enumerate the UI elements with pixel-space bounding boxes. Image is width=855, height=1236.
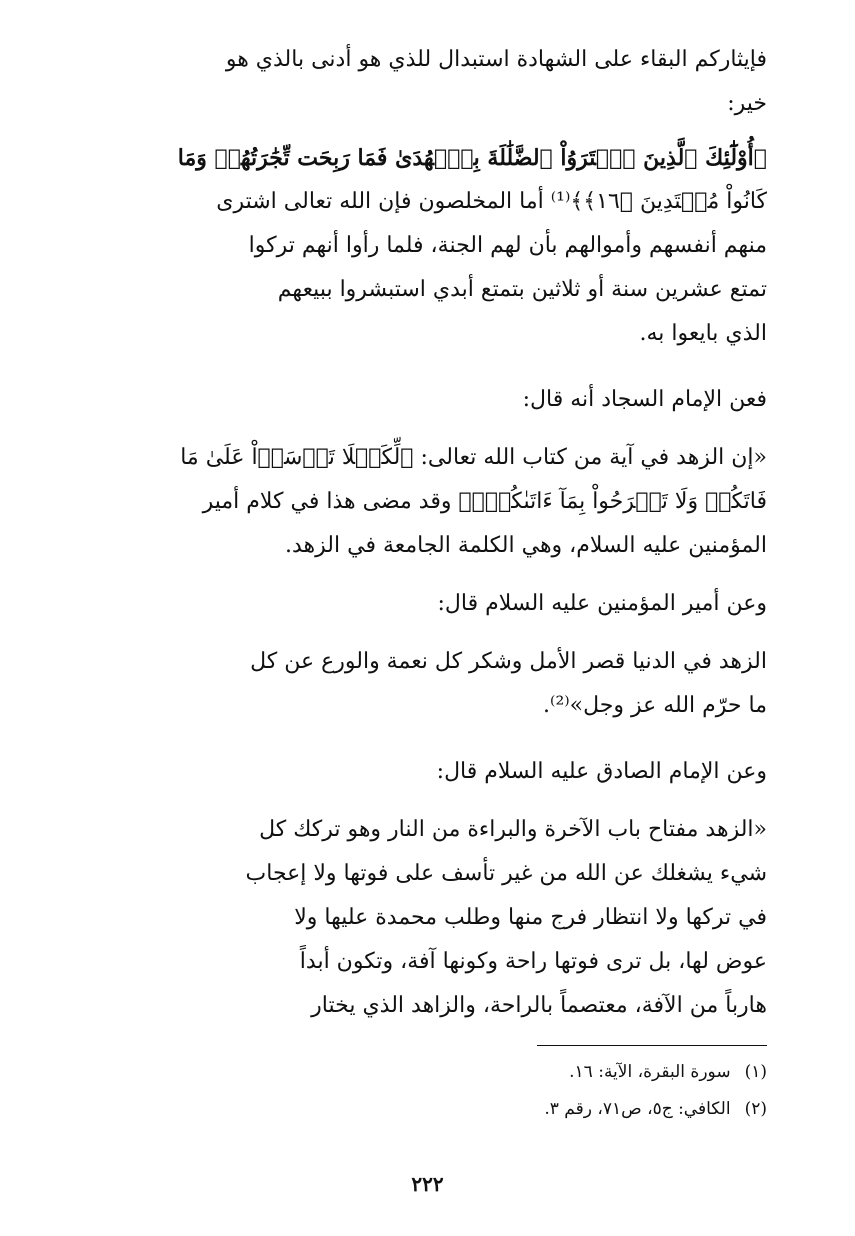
text-line: وعن الإمام الصادق عليه السلام قال: [436,759,767,784]
text-line: فعن الإمام السجاد أنه قال: [522,387,767,412]
text-line: وعن أمير المؤمنين عليه السلام قال: [437,591,767,616]
footnote-2 [127,1095,767,1123]
text-line: ما حرّم الله عز وجل»⁽²⁾. [543,693,767,718]
paragraph-amir-intro [137,582,767,626]
paragraph-quran-verse [137,136,767,356]
paragraph-intro [137,38,767,126]
footnote-text: الكافي: ج٥، ص٧١، رقم ٣. [544,1099,731,1119]
quran-verse-line: ﴿أُوْلَٰٓئِكَ ٱلَّذِينَ ٱشۡتَرَوُاْ ٱلضَّلَٰلَةَ بِٱلۡهُدَىٰ فَمَا رَبِحَت تِّجَٰرَتُهُمۡ وَمَا [177,145,767,171]
paragraph-amir-quote [137,640,767,728]
footnote-divider [537,1045,767,1046]
text-line: في تركها ولا انتظار فرج منها وطلب محمدة عليها ولا [294,905,767,930]
page-number: ٢٢٢ [411,1172,444,1196]
paragraph-sadiq-intro [137,750,767,794]
paragraph-sajjad-quote [137,436,767,568]
footnote-number: (١) [744,1062,767,1082]
text-line: فإيثاركم البقاء على الشهادة استبدال للذي هو أدنى بالذي هو [225,47,767,72]
text-line: خير: [727,91,767,116]
text-line: منهم أنفسهم وأموالهم بأن لهم الجنة، فلما رأوا أنهم تركوا [248,233,767,258]
text-line: شيء يشغلك عن الله من غير تأسف على فوتها ولا إعجاب [245,861,767,886]
text-line: تمتع عشرين سنة أو ثلاثين بتمتع أبدي استبشروا ببيعهم [277,277,767,302]
text-line: الذي بايعوا به. [639,321,767,346]
paragraph-sadiq-quote [137,808,767,1028]
text-line: المؤمنين عليه السلام، وهي الكلمة الجامعة في الزهد. [285,533,767,558]
text-line: الزهد في الدنيا قصر الأمل وشكر كل نعمة والورع عن كل [250,649,767,674]
footnote-text: سورة البقرة، الآية: ١٦. [569,1062,731,1082]
paragraph-sajjad-intro [137,378,767,422]
text-line: «إن الزهد في آية من كتاب الله تعالى: ﴿لِّكَيۡلَا تَأۡسَوۡاْ عَلَىٰ مَا [180,445,767,470]
text-line: «الزهد مفتاح باب الآخرة والبراءة من النار وهو تركك كل [259,817,767,842]
footnote-number: (٢) [744,1099,767,1119]
text-line: فَاتَكُمۡ وَلَا تَفۡرَحُواْ بِمَآ ءَاتَىٰكُمۡۗ﴾ وقد مضى هذا في كلام أمير [202,489,767,514]
footnote-1 [127,1058,767,1086]
text-line: هارباً من الآفة، معتصماً بالراحة، والزاهد الذي يختار [311,993,767,1018]
text-line: كَانُواْ مُهۡتَدِينَ ﴿١٦﴾﴾⁽¹⁾ أما المخلصون فإن الله تعالى اشترى [216,189,767,214]
text-line: عوض لها، بل ترى فوتها راحة وكونها آفة، وتكون أبداً [299,949,767,974]
